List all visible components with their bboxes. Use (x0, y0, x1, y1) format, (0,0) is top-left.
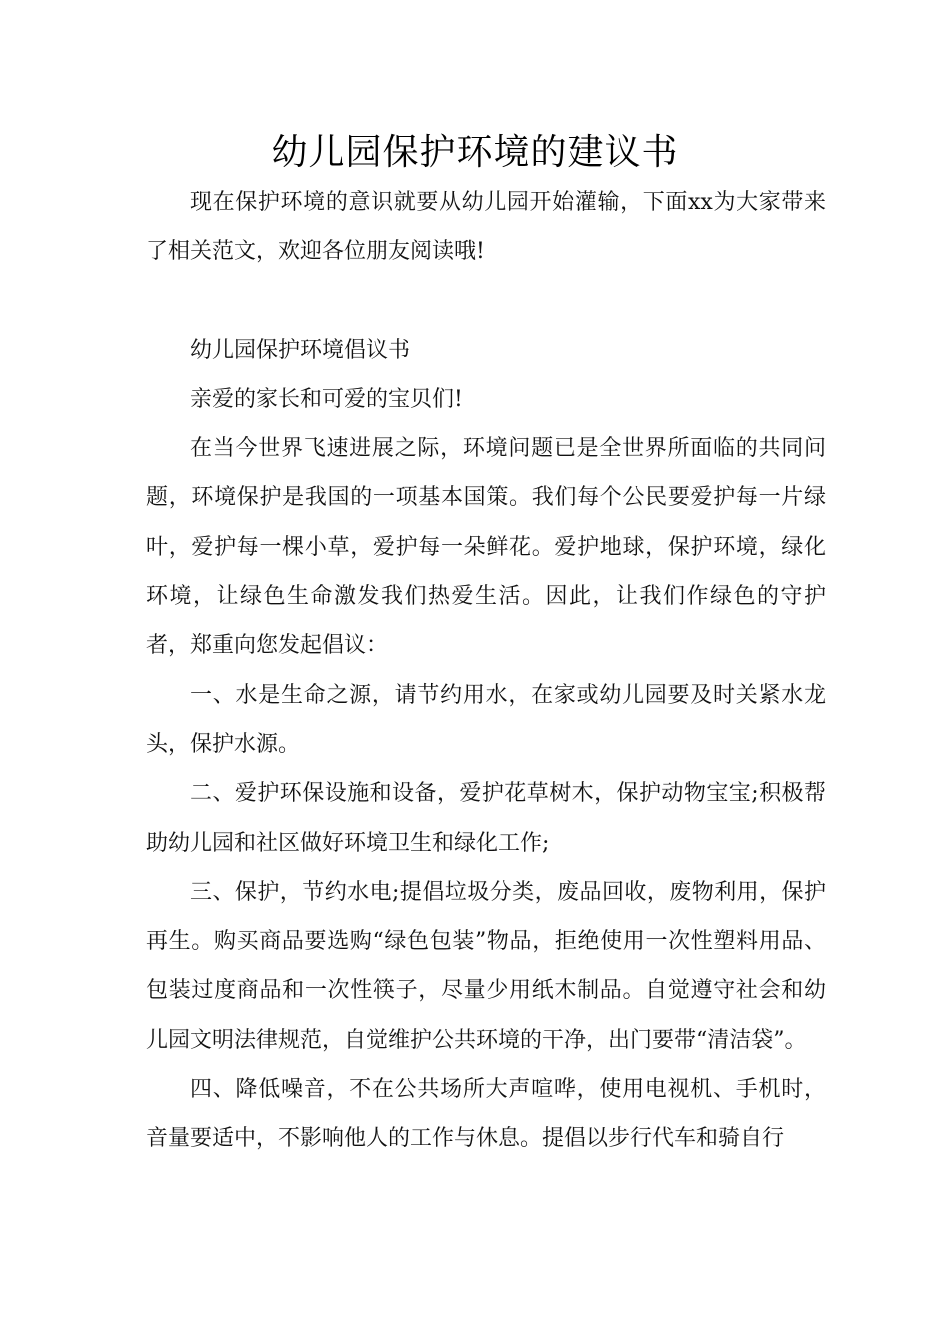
greeting-paragraph: 亲爱的家长和可爱的宝贝们! (190, 386, 463, 412)
document-body (146, 178, 826, 1164)
body-paragraph-1: 在当今世界飞速进展之际，环境问题已是全世界所面临的共同问题，环境保护是我国的一项基本国策。我们每个公民要爱护每一片绿叶，爱护每一棵小草，爱护每一朵鲜花。爱护地球，保护环境，绿化环境，让绿色生命激发我们热爱生活。因此，让我们作绿色的守护者，郑重向您发起倡议： (146, 436, 826, 659)
body-paragraph-4: 三、保护，节约水电;提倡垃圾分类，废品回收，废物利用，保护再生。购买商品要选购“绿色包装”物品，拒绝使用一次性塑料用品、包装过度商品和一次性筷子，尽量少用纸木制品。自觉遵守社会和幼儿园文明法律规范，自觉维护公共环境的干净，出门要带“清洁袋”。 (146, 879, 826, 1053)
intro-paragraph: 现在保护环境的意识就要从幼儿园开始灌输，下面xx为大家带来了相关范文，欢迎各位朋友阅读哦! (146, 190, 826, 265)
body-paragraph-5: 四、降低噪音，不在公共场所大声喧哗，使用电视机、手机时，音量要适中，不影响他人的工作与休息。提倡以步行代车和骑自行 (146, 1077, 826, 1152)
body-paragraph-2: 一、水是生命之源，请节约用水，在家或幼儿园要及时关紧水龙头，保护水源。 (146, 682, 826, 757)
body-paragraph-3: 二、爱护环保设施和设备，爱护花草树木，保护动物宝宝;积极帮助幼儿园和社区做好环境卫生和绿化工作; (146, 781, 826, 856)
document-title: 幼儿园保护环境的建议书 (271, 132, 679, 173)
section-title: 幼儿园保护环境倡议书 (190, 337, 411, 363)
